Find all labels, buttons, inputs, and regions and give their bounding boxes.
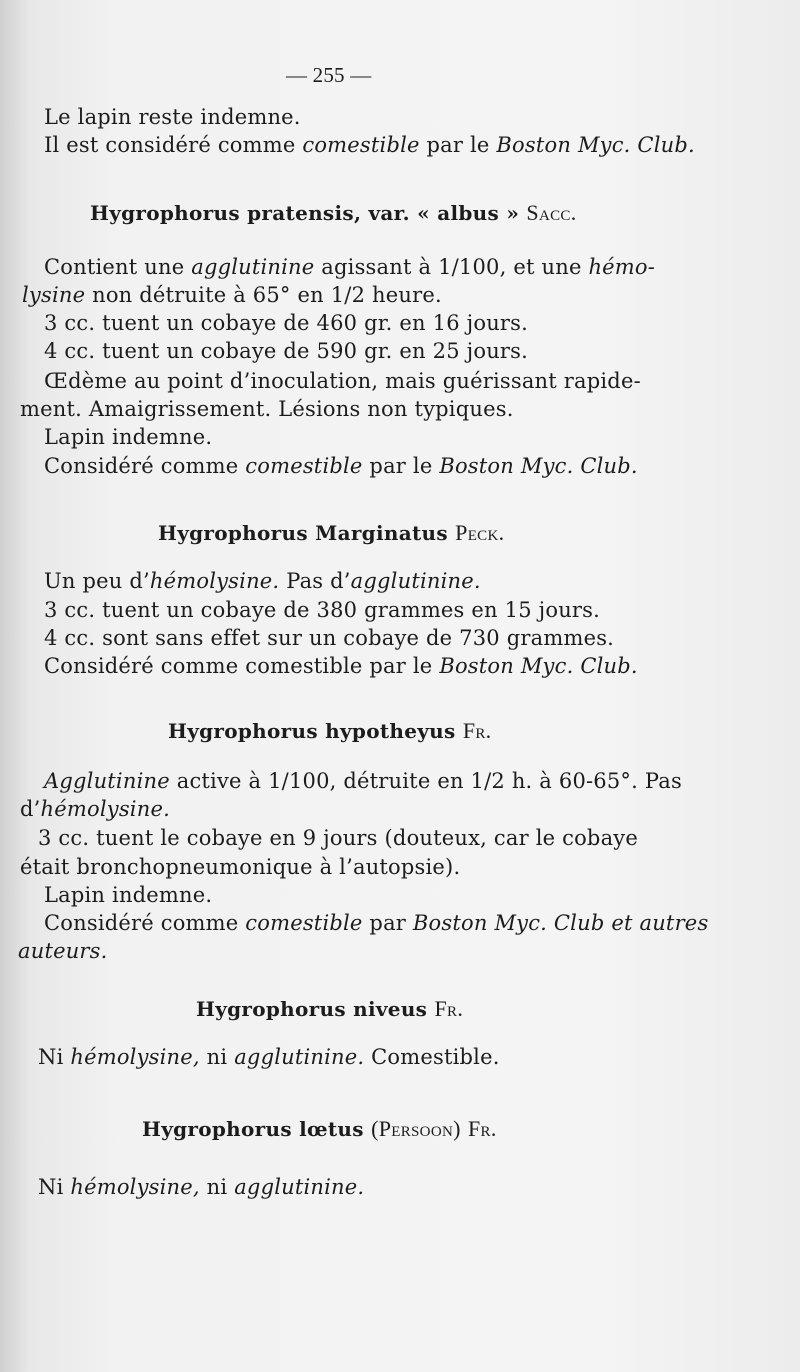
s3-line-7: auteurs. bbox=[18, 939, 108, 963]
section-heading-loetus: Hygrophorus lœtus (Persoon) Fr. bbox=[142, 1116, 497, 1141]
section-heading-hypotheyus: Hygrophorus hypotheyus Fr. bbox=[168, 718, 492, 743]
s4-line-1: Ni hémolysine, ni agglutinine. Comestible. bbox=[38, 1045, 500, 1069]
section-heading-niveus: Hygrophorus niveus Fr. bbox=[196, 996, 464, 1021]
s2-line-3: 4 cc. sont sans effet sur un cobaye de 730 grammes. bbox=[44, 626, 615, 650]
s3-line-4: était bronchopneumonique à l’autopsie). bbox=[20, 855, 461, 879]
s1-line-3: 3 cc. tuent un cobaye de 460 gr. en 16 jours. bbox=[44, 311, 529, 335]
s3-line-3: 3 cc. tuent le cobaye en 9 jours (douteux, car le cobaye bbox=[38, 826, 638, 850]
intro-line-2: Il est considéré comme comestible par le Boston Myc. Club. bbox=[44, 133, 695, 157]
s1-line-7: Lapin indemne. bbox=[44, 425, 213, 449]
s5-line-1: Ni hémolysine, ni agglutinine. bbox=[38, 1175, 365, 1199]
s1-line-2: lysine non détruite à 65° en 1/2 heure. bbox=[22, 283, 442, 307]
s3-line-6: Considéré comme comestible par Boston Myc. Club et autres bbox=[44, 911, 709, 935]
s1-line-4: 4 cc. tuent un cobaye de 590 gr. en 25 jours. bbox=[44, 339, 529, 363]
intro-line-1: Le lapin reste indemne. bbox=[44, 105, 301, 129]
s2-line-1: Un peu d’hémolysine. Pas d’agglutinine. bbox=[44, 569, 481, 593]
s1-line-6: ment. Amaigrissement. Lésions non typiques. bbox=[20, 397, 514, 421]
s1-line-8: Considéré comme comestible par le Boston Myc. Club. bbox=[44, 454, 638, 478]
s3-line-2: d’hémolysine. bbox=[20, 797, 170, 821]
s1-line-5: Œdème au point d’inoculation, mais guérissant rapide- bbox=[44, 369, 641, 393]
section-heading-pratensis: Hygrophorus pratensis, var. « albus » Sacc. bbox=[90, 200, 577, 225]
section-heading-marginatus: Hygrophorus Marginatus Peck. bbox=[158, 520, 505, 545]
s1-line-1: Contient une agglutinine agissant à 1/100, et une hémo- bbox=[44, 255, 656, 279]
s2-line-4: Considéré comme comestible par le Boston Myc. Club. bbox=[44, 654, 638, 678]
s3-line-5: Lapin indemne. bbox=[44, 883, 213, 907]
s3-line-1: Agglutinine active à 1/100, détruite en 1/2 h. à 60-65°. Pas bbox=[44, 769, 682, 793]
page-number: — 255 — bbox=[286, 63, 372, 87]
s2-line-2: 3 cc. tuent un cobaye de 380 grammes en 15 jours. bbox=[44, 598, 601, 622]
